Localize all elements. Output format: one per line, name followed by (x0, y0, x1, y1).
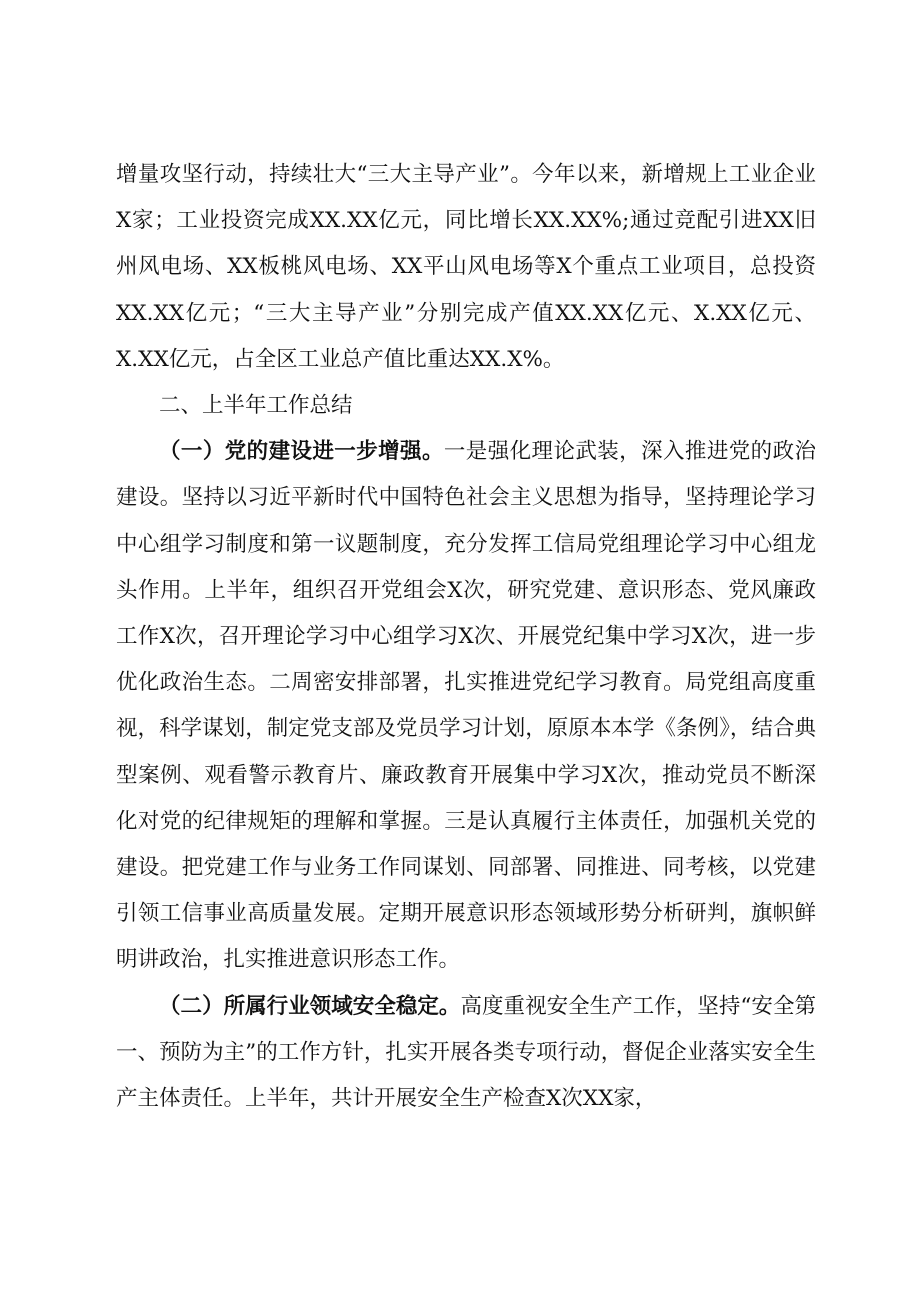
document-body (116, 152, 816, 1122)
paragraph-party-building (116, 429, 816, 983)
paragraph-industry-safety (116, 984, 816, 1123)
subsection-body-party-building: 一是强化理论武装，深入推进党的政治建设。坚持以习近平新时代中国特色社会主义思想为指导，坚持理论学习中心组学习制度和第一议题制度，充分发挥工信局党组理论学习中心组龙头作用。上半年，组织召开党组会X次，研究党建、意识形态、党风廉政工作X次，召开理论学习中心组学习X次、开展党纪集中学习X次，进一步优化政治生态。二周密安排部署，扎实推进党纪学习教育。局党组高度重视，科学谋划，制定党支部及党员学习计划，原原本本学《条例》，结合典型案例、观看警示教育片、廉政教育开展集中学习X次，推动党员不断深化对党的纪律规矩的理解和掌握。三是认真履行主体责任，加强机关党的建设。把党建工作与业务工作同谋划、同部署、同推进、同考核，以党建引领工信事业高质量发展。定期开展意识形态领域形势分析研判，旗帜鲜明讲政治，扎实推进意识形态工作。 (116, 439, 816, 973)
subsection-title-industry-safety: （二）所属行业领域安全稳定。 (159, 993, 461, 1019)
subsection-body-industry-safety: 高度重视安全生产工作，坚持“安全第一、预防为主”的工作方针，扎实开展各类专项行动，督促企业落实安全生产主体责任。上半年，共计开展安全生产检查X次XX家， (116, 993, 816, 1112)
paragraph-industry-growth: 增量攻坚行动，持续壮大“三大主导产业”。今年以来，新增规上工业企业X家；工业投资完成XX.XX亿元，同比增长XX.XX%;通过竞配引进XX旧州风电场、XX板桃风电场、XX平山风电场等X个重点工业项目，总投资XX.XX亿元；“三大主导产业”分别完成产值XX.XX亿元、X.XX亿元、X.XX亿元，占全区工业总产值比重达XX.X%。 (116, 162, 816, 372)
subsection-title-party-building: （一）党的建设进一步增强。 (159, 439, 444, 465)
section-heading-half-year-summary: 二、上半年工作总结 (159, 393, 353, 419)
